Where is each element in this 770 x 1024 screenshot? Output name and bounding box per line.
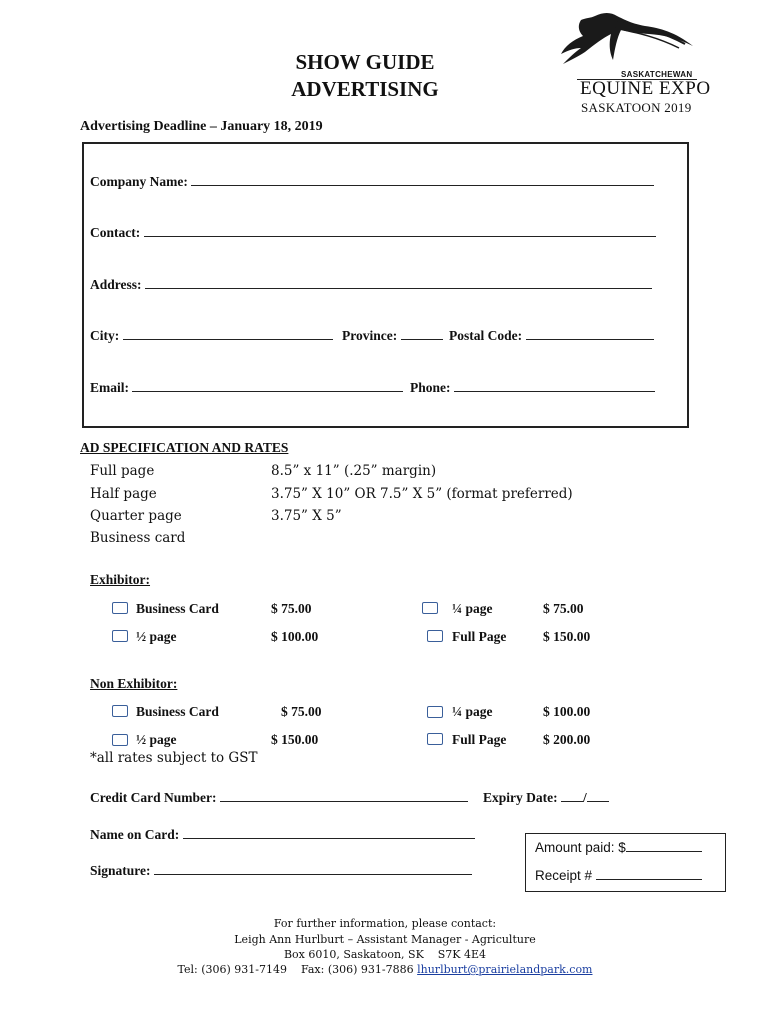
advertising-deadline: Advertising Deadline – January 18, 2019 — [80, 119, 323, 134]
name-on-card-line[interactable] — [183, 827, 475, 839]
company-name-field[interactable] — [90, 174, 654, 190]
option-label: ¼ page — [452, 704, 493, 719]
option-price: $ 100.00 — [543, 704, 591, 719]
company-name-label: Company Name: — [90, 174, 188, 189]
phone-field[interactable] — [410, 380, 655, 396]
non-exhibitor-quarter-page-checkbox[interactable] — [427, 706, 443, 718]
exhibitor-half-page-checkbox[interactable] — [112, 630, 128, 642]
spec-size: 8.5” x 11” (.25” margin) — [271, 463, 437, 479]
option-price: $ 75.00 — [271, 601, 312, 616]
email-field[interactable] — [90, 380, 403, 396]
contact-address: Box 6010, Saskatoon, SK S7K 4E4 — [283, 948, 487, 961]
amount-paid-label: Amount paid: $ — [535, 840, 626, 855]
logo-line2: EQUINE EXPO — [580, 78, 711, 99]
spec-size: 3.75” X 5” — [271, 508, 342, 524]
email-line[interactable] — [132, 380, 403, 392]
contact-label: Contact: — [90, 225, 141, 240]
expiry-date-field[interactable] — [483, 790, 609, 806]
credit-card-line[interactable] — [220, 790, 468, 802]
exhibitor-heading: Exhibitor: — [90, 572, 151, 587]
contact-phone-fax: Tel: (306) 931-7149 Fax: (306) 931-7886 — [177, 963, 414, 976]
option-label: Business Card — [136, 601, 219, 616]
credit-card-label: Credit Card Number: — [90, 790, 217, 805]
logo-line3: SASKATOON 2019 — [581, 100, 692, 115]
spec-size: 3.75” X 10” OR 7.5” X 5” (format preferred) — [271, 486, 573, 502]
contact-email-link[interactable]: lhurlburt@prairielandpark.com — [417, 963, 593, 976]
address-line[interactable] — [145, 277, 652, 289]
address-field[interactable] — [90, 277, 652, 293]
receipt-line[interactable] — [596, 869, 702, 880]
exhibitor-quarter-page-checkbox[interactable] — [422, 602, 438, 614]
option-price: $ 150.00 — [543, 629, 591, 644]
spec-name: Full page — [90, 463, 155, 479]
option-price: $ 75.00 — [543, 601, 584, 616]
horse-head-icon — [555, 8, 700, 70]
option-label: ¼ page — [452, 601, 493, 616]
company-name-line[interactable] — [191, 174, 654, 186]
province-label: Province: — [342, 328, 398, 343]
email-label: Email: — [90, 380, 129, 395]
non-exhibitor-business-card-checkbox[interactable] — [112, 705, 128, 717]
expo-logo — [555, 8, 711, 118]
option-label: Business Card — [136, 704, 219, 719]
spec-name: Business card — [90, 530, 186, 546]
option-label: ½ page — [136, 732, 177, 747]
amount-paid-line[interactable] — [626, 841, 702, 852]
city-label: City: — [90, 328, 120, 343]
address-label: Address: — [90, 277, 142, 292]
phone-line[interactable] — [454, 380, 655, 392]
expiry-separator: / — [583, 790, 587, 805]
ad-spec-heading: AD SPECIFICATION AND RATES — [80, 440, 289, 455]
option-label: ½ page — [136, 629, 177, 644]
exhibitor-full-page-checkbox[interactable] — [427, 630, 443, 642]
city-line[interactable] — [123, 328, 333, 340]
name-on-card-label: Name on Card: — [90, 827, 180, 842]
contact-field[interactable] — [90, 225, 656, 241]
postal-code-line[interactable] — [526, 328, 654, 340]
non-exhibitor-half-page-checkbox[interactable] — [112, 734, 128, 746]
spec-name: Quarter page — [90, 508, 182, 524]
credit-card-number-field[interactable] — [90, 790, 468, 806]
postal-code-field[interactable] — [449, 328, 654, 344]
option-label: Full Page — [452, 629, 507, 644]
signature-line[interactable] — [154, 863, 472, 875]
expiry-label: Expiry Date: — [483, 790, 558, 805]
contact-line[interactable] — [144, 225, 656, 237]
city-field[interactable] — [90, 328, 333, 344]
non-exhibitor-heading: Non Exhibitor: — [90, 676, 178, 691]
phone-label: Phone: — [410, 380, 451, 395]
page-title-line2: ADVERTISING — [291, 77, 439, 101]
gst-note: *all rates subject to GST — [90, 750, 258, 766]
contact-person: Leigh Ann Hurlburt – Assistant Manager - Agriculture — [234, 933, 536, 946]
spec-name: Half page — [90, 486, 157, 502]
exhibitor-business-card-checkbox[interactable] — [112, 602, 128, 614]
province-field[interactable] — [342, 328, 443, 344]
contact-intro: For further information, please contact: — [273, 917, 497, 930]
name-on-card-field[interactable] — [90, 827, 475, 843]
expiry-month-line[interactable] — [561, 790, 583, 802]
expiry-year-line[interactable] — [587, 790, 609, 802]
signature-field[interactable] — [90, 863, 472, 879]
amount-paid[interactable] — [535, 840, 702, 855]
non-exhibitor-full-page-checkbox[interactable] — [427, 733, 443, 745]
option-price: $ 75.00 — [281, 704, 322, 719]
option-label: Full Page — [452, 732, 507, 747]
province-line[interactable] — [401, 328, 443, 340]
logo-line1: SASKATCHEWAN — [621, 70, 693, 79]
contact-phone-line — [0, 963, 770, 976]
receipt-number[interactable] — [535, 868, 702, 883]
page-title-line1: SHOW GUIDE — [295, 50, 435, 74]
option-price: $ 150.00 — [271, 732, 319, 747]
option-price: $ 200.00 — [543, 732, 591, 747]
signature-label: Signature: — [90, 863, 151, 878]
option-price: $ 100.00 — [271, 629, 319, 644]
receipt-label: Receipt # — [535, 868, 593, 883]
postal-code-label: Postal Code: — [449, 328, 523, 343]
